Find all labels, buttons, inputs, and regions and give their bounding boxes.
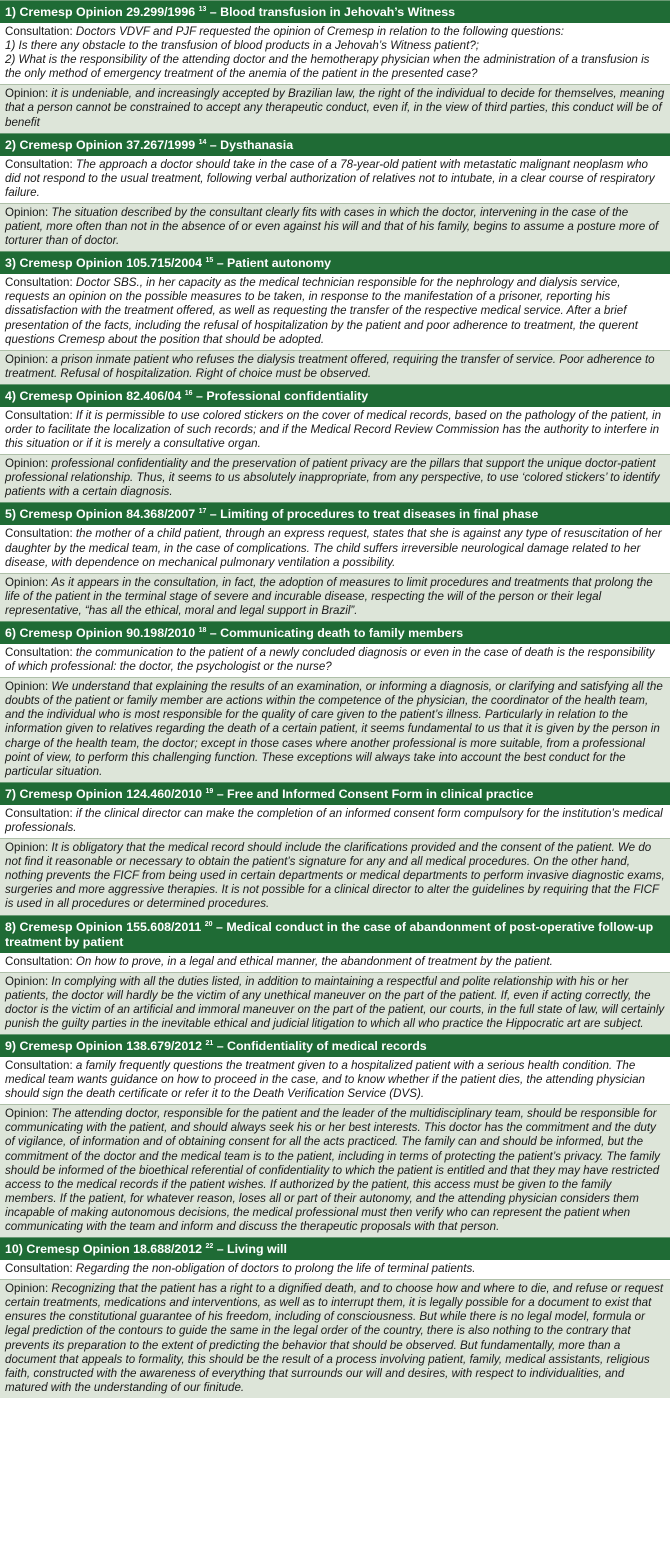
- consultation-row: [0, 274, 670, 349]
- consultation-text: On how to prove, in a legal and ethical manner, the abandonment of treatment by the patient.: [75, 954, 553, 968]
- opinion-label: Opinion:: [5, 352, 49, 366]
- consultation-text: the communication to the patient of a newly concluded diagnosis or even in the case of death is the responsibility of which professional: the doctor, the psychologist or the nurse?: [5, 646, 655, 674]
- opinion-header: 5) Cremesp Opinion 84.368/2007 $^{17}$ – Limiting of procedures to treat diseases in final phase: [0, 502, 670, 525]
- opinion-text: it is undeniable, and increasingly accepted by Brazilian law, the right of the individual to decide for themselves, meaning that a person cannot be constrained to accept any therapeutic conduct, even if, in the view of third parties, this conduct will be of benefit: [5, 87, 665, 129]
- consultation-text: Doctor SBS., in her capacity as the medical technician responsible for the nephrology and dialysis service, requests an opinion on the possible measures to be taken, in response to the manifestation of a prisoner, reporting his dissatisfaction with the treatment offered, as well as requesting the transfer of the respective medical service. After a brief presentation of the facts, including the refusal of hospitalization by the patient and poor adherence to treatment, the querent questions Cremesp about the position that should be adopted.: [5, 276, 638, 346]
- opinion-id: Cremesp Opinion 82.406/04: [19, 388, 182, 403]
- opinion-header: 10) Cremesp Opinion 18.688/2012 $^{22}$ – Living will: [0, 1237, 670, 1260]
- consultation-text: If it is permissible to use colored stickers on the cover of medical records, based on the pathology of the patient, in order to facilitate the localization of such records; and if the Medical Record Review Commission has the authority to interfere in this situation or if it is merely a consultative organ.: [5, 408, 662, 451]
- opinion-label: Opinion:: [5, 87, 49, 101]
- consultation-text: Doctors VDVF and PJF requested the opinion of Cremesp in relation to the following questions:: [75, 25, 564, 38]
- consultation-label: Consultation:: [5, 954, 73, 968]
- reference-number: 15: [205, 257, 214, 265]
- opinion-title: Free and Informed Consent Form in clinical practice: [227, 786, 534, 801]
- consultation-text: the mother of a child patient, through an express request, states that she is against any type of resuscitation of her daughter by the medical team, in the case of complications. The child suffers irreversible neurological damage related to her disease, with dependence on mechanical pulmonary ventilation a possibility.: [5, 527, 662, 569]
- opinion-header: 1) Cremesp Opinion 29.299/1996 $^{13}$ – Blood transfusion in Jehovah’s Witness: [0, 0, 670, 23]
- entry-number: 4): [5, 388, 17, 403]
- opinion-text: We understand that explaining the results of an examination, or informing a diagnosis, or clarifying and satisfying all the doubts of the patient or family member are actions within the competence of the physician, the coordinator of the health team, and the individual who is most responsible for the quality of care given to the patient’s illness. Particularly in relation to the information given to relatives regarding the death of a certain patient, it seems fundamental to us that it is given by the person in charge of the health team, the doctor; except in those cases where another professional is more suitable, from a professional point of view, to perform this challenging function. These exceptions will always take into account the best conduct for the particular situation.: [5, 680, 663, 778]
- reference-number: 18: [198, 626, 207, 634]
- consultation-row: [0, 805, 670, 838]
- entry-number: 7): [5, 786, 17, 801]
- opinion-label: Opinion:: [5, 205, 49, 219]
- consultation-label: Consultation:: [5, 157, 73, 171]
- opinion-id: Cremesp Opinion 18.688/2012: [26, 1242, 202, 1257]
- consultation-text: a family frequently questions the treatment given to a hospitalized patient with a serious health condition. The medical team wants guidance on how to proceed in the case, and to know whether if the patient dies, the attending physician should sign the death certificate or refer it to the Death Verification Service (DVS).: [5, 1058, 645, 1101]
- entry-number: 3): [5, 256, 17, 271]
- opinion-row: [0, 1104, 670, 1237]
- consultation-label: Consultation:: [5, 1262, 73, 1276]
- consultation-label: Consultation:: [5, 527, 73, 541]
- entry-number: 5): [5, 507, 17, 522]
- consultation-label: Consultation:: [5, 806, 73, 820]
- opinion-text: a prison inmate patient who refuses the dialysis treatment offered, requiring the transfer of service. Poor adherence to treatment. Refusal of hospitalization. Right of choice must be observed.: [5, 352, 655, 380]
- consultation-label: Consultation:: [5, 1058, 73, 1072]
- reference-number: 22: [205, 1242, 214, 1250]
- opinion-text: It is obligatory that the medical record should include the clarifications provided and the consent of the patient. We do not find it reasonable or necessary to obtain the patient’s signature for any and all medical procedures. On the other hand, nothing prevents the FICF from being used in certain departments or medical departments to perform invasive diagnostic exams, surgeries and more aggressive therapies. It is not possible for a clinical director to alter the guidelines by requiring that the FICF is used in all procedures or determined procedures.: [5, 841, 665, 911]
- consultation-row: [0, 407, 670, 454]
- opinion-title: Medical conduct in the case of abandonment of post-operative follow-up treatment by patient: [5, 919, 654, 949]
- entry-number: 2): [5, 137, 17, 152]
- opinion-title: Patient autonomy: [227, 256, 331, 271]
- consultation-row: [0, 1260, 670, 1279]
- opinion-title: Confidentiality of medical records: [227, 1038, 427, 1053]
- opinion-id: Cremesp Opinion 84.368/2007: [19, 507, 196, 522]
- reference-number: 17: [198, 508, 207, 516]
- consultation-text: The approach a doctor should take in the case of a 78-year-old patient with metastatic malignant neoplasm who did not respond to the usual treatment, following verbal authorization of relatives not to intubate, in a clear course of respiratory failure.: [5, 157, 655, 199]
- consultation-label: Consultation:: [5, 408, 73, 422]
- consultation-text: Regarding the non-obligation of doctors to prolong the life of terminal patients.: [75, 1262, 476, 1276]
- consultation-label: Consultation:: [5, 646, 73, 659]
- opinion-header: 6) Cremesp Opinion 90.198/2010 $^{18}$ – Communicating death to family members: [0, 621, 670, 644]
- consultation-text: if the clinical director can make the completion of an informed consent form compulsory for the institution’s medical professionals.: [5, 806, 663, 834]
- opinion-title: Communicating death to family members: [220, 626, 464, 640]
- consultation-label: Consultation:: [5, 276, 73, 290]
- opinion-id: Cremesp Opinion 29.299/1996: [19, 5, 196, 19]
- opinion-title: Blood transfusion in Jehovah’s Witness: [220, 5, 456, 19]
- opinion-row: [0, 972, 670, 1034]
- opinion-id: Cremesp Opinion 124.460/2010: [19, 786, 202, 801]
- opinion-header: 9) Cremesp Opinion 138.679/2012 $^{21}$ – Confidentiality of medical records: [0, 1034, 670, 1057]
- opinion-id: Cremesp Opinion 105.715/2004: [19, 256, 202, 271]
- consultation-row: [0, 23, 670, 84]
- opinion-text: Recognizing that the patient has a right to a dignified death, and to choose how and where to die, and refuse or request certain treatments, medications and interventions, as well as to interrupt them, it is legally possible for a document to exist that ensures the constitutional guarantee of his freedom, including of consciousness. But while there is no legal model, formula or legal prediction of the contours to guide the same in the legal order of the country, there is also nothing to the contrary that prevents its preparation to the extent of predicting the behavior that should be observed. But fundamentally, more than a document that appeals to formality, this should be the result of a process involving patient, family, medical assistants, religious faith, constructed with the awareness of everything that surrounds our will and desires, with respect to individualities, and matured with the understanding of our finitude.: [5, 1282, 664, 1394]
- consultation-label: Consultation:: [5, 25, 73, 38]
- reference-number: 16: [184, 389, 193, 397]
- opinion-title: Professional confidentiality: [206, 388, 369, 403]
- opinion-title: Dysthanasia: [220, 137, 294, 152]
- opinion-header: 3) Cremesp Opinion 105.715/2004 $^{15}$ – Patient autonomy: [0, 251, 670, 274]
- opinion-label: Opinion:: [5, 575, 49, 589]
- opinion-id: Cremesp Opinion 155.608/2011: [19, 919, 202, 934]
- opinion-label: Opinion:: [5, 841, 49, 855]
- reference-number: 21: [205, 1039, 214, 1047]
- entry-number: 6): [5, 626, 17, 640]
- entry-number: 8): [5, 919, 17, 934]
- reference-number: 14: [198, 138, 207, 146]
- opinion-header: 4) Cremesp Opinion 82.406/04 $^{16}$ – Professional confidentiality: [0, 384, 670, 407]
- opinion-row: [0, 350, 670, 384]
- consultation-text: 1) Is there any obstacle to the transfusion of blood products in a Jehovah’s Witness patient?;: [5, 39, 480, 53]
- opinion-id: Cremesp Opinion 138.679/2012: [19, 1038, 202, 1053]
- opinion-header: 7) Cremesp Opinion 124.460/2010 $^{19}$ – Free and Informed Consent Form in clinical practice: [0, 782, 670, 805]
- opinion-text: The attending doctor, responsible for the patient and the leader of the multidisciplinary team, should be responsible for communicating with the patient, and should always seek his or her best interests. This doctor has the commitment and the duty of vigilance, of information and of obtaining consent for all the acts practiced. The family can and should be informed, but the commitment of the doctor and the medical team is to the patient, including in terms of protecting the patient’s privacy. The family should be informed of the bioethical referential of confidentiality to which the patient is entitled and that they may have restricted access to the medical records if the patient wishes. If authorized by the patient, this access must be given to the family members. If the patient, for whatever reason, loses all or part of their autonomy, and the attending physician considers them incapable of making autonomous decisions, the medical professional must then verify who can represent the patient when communicating with the team and inform and discuss the therapeutic proposals with that person.: [5, 1107, 660, 1233]
- opinion-row: [0, 838, 670, 914]
- opinion-label: Opinion:: [5, 974, 49, 988]
- opinion-text: The situation described by the consultant clearly fits with cases in which the doctor, intervening in the case of the patient, more often than not in the absence of or even against his will and that of his family, begins to assume a posture more of torturer than of doctor.: [5, 205, 659, 248]
- opinion-text: As it appears in the consultation, in fact, the adoption of measures to limit procedures and treatments that prolong the life of the patient in the terminal stage of severe and incurable disease, respecting the will of the person or their legal representative, “has all the ethical, moral and legal support in Brazil”.: [5, 575, 653, 617]
- opinion-id: Cremesp Opinion 37.267/1999: [19, 137, 196, 152]
- consultation-row: [0, 1057, 670, 1104]
- consultation-row: [0, 525, 670, 572]
- reference-number: 13: [198, 5, 207, 13]
- opinion-text: professional confidentiality and the preservation of patient privacy are the pillars that support the unique doctor-patient professional relationship. Thus, it seems to us absolutely inappropriate, from any perspective, to use ‘colored stickers’ to identify patients with a certain diagnosis.: [5, 457, 660, 499]
- entry-number: 9): [5, 1038, 17, 1053]
- consultation-row: [0, 953, 670, 972]
- opinion-title: Limiting of procedures to treat diseases in final phase: [220, 507, 539, 522]
- entry-number: 1): [5, 5, 17, 19]
- opinion-label: Opinion:: [5, 457, 49, 471]
- opinion-header: 2) Cremesp Opinion 37.267/1999 $^{14}$ – Dysthanasia: [0, 133, 670, 156]
- consultation-row: [0, 644, 670, 677]
- opinion-row: [0, 677, 670, 782]
- reference-number: 20: [204, 920, 213, 928]
- opinion-label: Opinion:: [5, 1107, 49, 1121]
- opinion-row: [0, 573, 670, 621]
- consultation-row: [0, 156, 670, 203]
- opinion-row: [0, 203, 670, 251]
- opinion-row: [0, 454, 670, 502]
- reference-number: 19: [205, 787, 214, 795]
- opinion-text: In complying with all the duties listed, in addition to maintaining a respectful and polite relationship with his or her patients, the doctor will hardly be the victim of any unethical maneuver on the part of the patient. If, even if acting correctly, the doctor is the victim of an artificial and immoral maneuver on the part of the patient, our courts, in the full state of law, will certainly punish the guilty parties in the inevitable ethical and judicial litigation to which all who practice the Hippocratic art are subject.: [5, 974, 665, 1030]
- opinion-title: Living will: [227, 1242, 287, 1257]
- consultation-text: 2) What is the responsibility of the attending doctor and the hemotherapy physician when the administration of a transfusion is the only method of emergency treatment of the anemia of the patient in the presented case?: [5, 53, 650, 81]
- opinion-row: [0, 1279, 670, 1398]
- opinion-label: Opinion:: [5, 680, 49, 694]
- opinion-row: [0, 84, 670, 132]
- opinion-id: Cremesp Opinion 90.198/2010: [19, 626, 196, 640]
- opinion-header: 8) Cremesp Opinion 155.608/2011 $^{20}$ – Medical conduct in the case of abandonment of post-operative follow-up treatment by patient: [0, 915, 670, 953]
- entry-number: 10): [5, 1242, 23, 1257]
- opinion-label: Opinion:: [5, 1282, 49, 1296]
